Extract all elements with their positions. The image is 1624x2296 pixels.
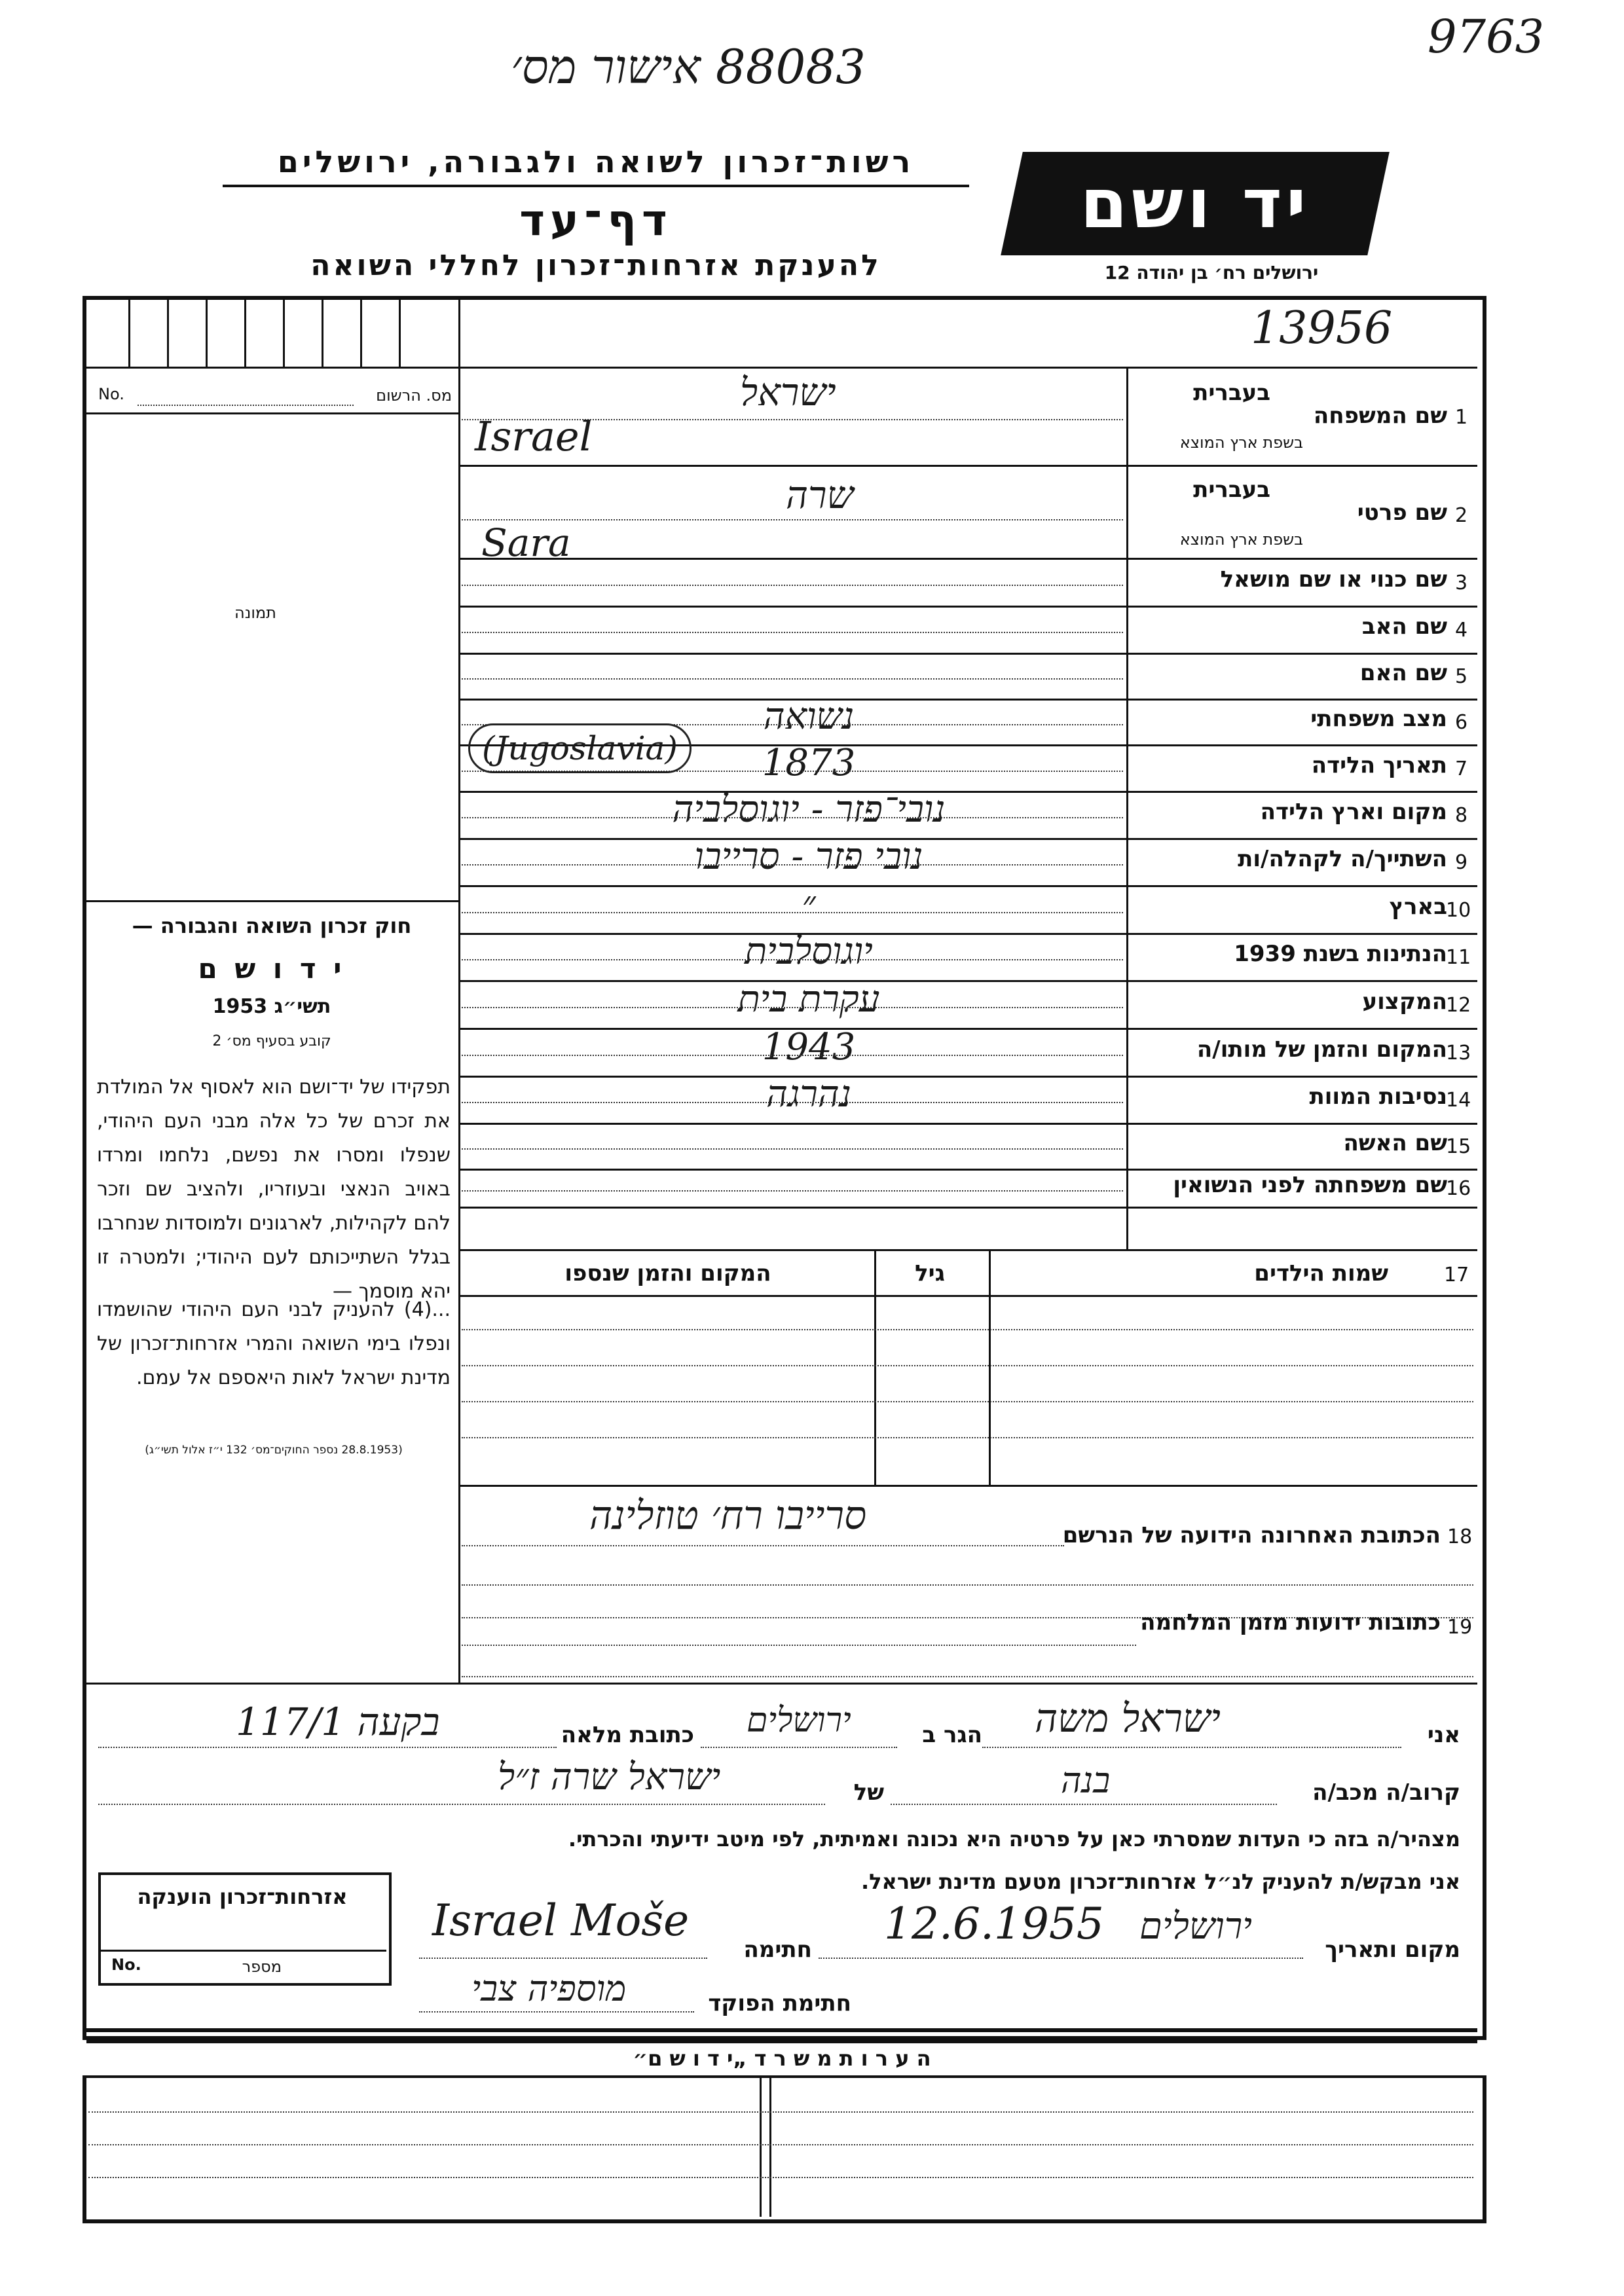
field-1-sublabel-hebrew: בעברית bbox=[1193, 380, 1270, 406]
place-value: ירושלים bbox=[1139, 1905, 1252, 1948]
field-16-number: 16 bbox=[1446, 1177, 1471, 1200]
field-8-label: מקום וארץ הלידה bbox=[1260, 799, 1447, 825]
field-2-value-hebrew: שרה bbox=[786, 473, 854, 517]
header-authority: רשות־זכרון לשואה ולגבורה, ירושלים bbox=[277, 144, 915, 179]
relation-value: בנה bbox=[1061, 1760, 1111, 1801]
declaration-text-2: אני מבקש/ת להעניק לנ״ל אזרחות־זכרון מטעם מדינת ישראל. bbox=[861, 1869, 1460, 1894]
field-15-label: שם האשה bbox=[1343, 1130, 1447, 1156]
field-1-value-latin: Israel bbox=[475, 412, 593, 460]
field-13-label: המקום והזמן של מותו/ה bbox=[1196, 1036, 1447, 1063]
declarant-address: בקעה 117/1 bbox=[236, 1700, 440, 1744]
field-18-number: 18 bbox=[1447, 1525, 1473, 1548]
field-11-number: 11 bbox=[1446, 946, 1471, 969]
notes-title: ה ע ר ו ת מ ש ר ד „י ד ו ש ם״ bbox=[633, 2046, 931, 2071]
declarant-ani: אני bbox=[1427, 1722, 1460, 1748]
field-9-label: השתייך/ה לקהלה/ות bbox=[1238, 846, 1447, 872]
field-3-label: שם כנוי או שם מושאל bbox=[1220, 566, 1447, 592]
signature-value: Israel Moše bbox=[432, 1895, 690, 1946]
field-11-value: יוגוסלבית bbox=[745, 930, 873, 973]
field-10-value: ״ bbox=[802, 883, 816, 926]
approval-number: 88083 אישור מס׳ bbox=[511, 39, 866, 94]
declarant-resident-label: הגר ב bbox=[922, 1722, 982, 1748]
archive-number: 9763 bbox=[1428, 10, 1545, 64]
field-16-label: שם משפחתה לפני הנשואין bbox=[1173, 1172, 1447, 1198]
field-8-number: 8 bbox=[1455, 804, 1468, 827]
field-9-number: 9 bbox=[1455, 851, 1468, 874]
field-8-value: נובי־פזר - יוגוסלביה bbox=[672, 788, 946, 831]
field-18-value: סרייבו רח׳ טוזלינה bbox=[589, 1493, 867, 1539]
children-number: 17 bbox=[1444, 1264, 1469, 1286]
law-text: תפקידו של יד־ושם הוא לאסוף אל המולדת את זכרם של כל אלה מבני העם היהודי, שנפלו ומסרו את נפשם, נלחמו ומרדו באויב הנאצי ובעוזריו, ולהציב שם וזכר להם לקהילות, לארגונים ולמוסדות שנחרבו בגלל השתייכותם לעם היהודי; ולמטרה זו יהא מוסמך — bbox=[97, 1076, 451, 1303]
field-13-value: 1943 bbox=[762, 1025, 856, 1068]
of-label: של bbox=[853, 1779, 884, 1806]
field-2-sublabel-hebrew: בעברית bbox=[1193, 477, 1270, 503]
law-title: חוק זכרון השואה והגבורה — bbox=[132, 913, 412, 938]
citizenship-box-title: אזרחות־זכרון הוענקה bbox=[137, 1884, 348, 1909]
declarant-full-address-label: כתובת מלאה bbox=[561, 1722, 694, 1748]
field-15-number: 15 bbox=[1446, 1135, 1471, 1158]
field-6-value: נשואה bbox=[763, 695, 855, 738]
field-19-number: 19 bbox=[1447, 1616, 1473, 1639]
officer-label: חתימת הפוקד bbox=[708, 1990, 851, 2016]
field-2-label: שם פרטי bbox=[1357, 500, 1447, 526]
field-1-value-hebrew: ישראל bbox=[740, 370, 836, 414]
field-2-number: 2 bbox=[1455, 504, 1468, 527]
field-1-label: שם המשפחה bbox=[1313, 403, 1447, 429]
header-address: ירושלים רח׳ בן יהודה 12 bbox=[1104, 262, 1319, 283]
signature-label: חתימה bbox=[743, 1937, 812, 1963]
place-date-label: מקום ותאריך bbox=[1325, 1937, 1460, 1963]
relative-value: ישראל שרה ז״ל bbox=[498, 1756, 721, 1798]
header-subtitle: להענקת אזרחות־זכרון לחללי השואה bbox=[310, 249, 881, 282]
citizenship-box-no: No. bbox=[111, 1956, 141, 1974]
children-col-names: שמות הילדים bbox=[1254, 1260, 1388, 1286]
field-10-number: 10 bbox=[1446, 898, 1471, 922]
notes-box bbox=[83, 2075, 1486, 2223]
law-text-clause-4: ...(4) להעניק לבני העם היהודי שהושמדו ונפלו בימי השואה והמרי אזרחות־זכרון של מדינת ישראל לאות היאספם אל עמם. bbox=[97, 1298, 451, 1389]
children-col-place: המקום והזמן שנספו bbox=[564, 1260, 771, 1286]
field-5-label: שם האם bbox=[1359, 660, 1447, 686]
field-1-sublabel-origin: בשפת ארץ המוצא bbox=[1179, 433, 1303, 452]
photo-placeholder: תמונה bbox=[234, 604, 276, 622]
field-10-label: בארץ bbox=[1389, 893, 1447, 920]
citizenship-box-number-label: מספר bbox=[242, 1958, 282, 1976]
law-year: תשי״ג 1953 bbox=[212, 995, 331, 1018]
field-12-number: 12 bbox=[1446, 993, 1471, 1017]
field-7-label: תאריך הלידה bbox=[1311, 752, 1447, 778]
officer-signature: מוספיה צבי bbox=[471, 1968, 627, 2009]
field-1-number: 1 bbox=[1455, 406, 1468, 429]
page-title: דף־עד bbox=[519, 195, 673, 246]
registration-no: No. bbox=[98, 385, 124, 403]
law-clause: קובע בסעיף מס׳ 2 bbox=[212, 1033, 331, 1049]
children-col-age: גיל bbox=[915, 1260, 945, 1286]
field-14-number: 14 bbox=[1446, 1089, 1471, 1112]
declarant-city: ירושלים bbox=[747, 1701, 851, 1740]
field-3-number: 3 bbox=[1455, 571, 1468, 594]
field-11-label: הנתינות בשנת 1939 bbox=[1234, 941, 1447, 967]
law-reference: (28.8.1953 נספר החוקים־מס׳ 132 י״ז אלול תשי״ג) bbox=[145, 1444, 403, 1457]
field-13-number: 13 bbox=[1446, 1041, 1471, 1065]
field-2-sublabel-origin: בשפת ארץ המוצא bbox=[1179, 530, 1303, 549]
form-record-number: 13956 bbox=[1251, 302, 1393, 354]
field-12-value: עקרת בית bbox=[737, 977, 880, 1021]
declarant-name: ישראל משה bbox=[1035, 1696, 1221, 1741]
law-name: י ד ו ש ם bbox=[198, 953, 346, 985]
field-6-label: מצב משפחתי bbox=[1310, 706, 1447, 732]
field-4-number: 4 bbox=[1455, 619, 1468, 642]
field-9-value: נובי פזר - סרייבו bbox=[694, 835, 923, 878]
yad-vashem-logo: יד ושם bbox=[1001, 152, 1390, 255]
field-14-label: נסיבות המוות bbox=[1309, 1084, 1447, 1110]
registration-label: מס. הרשום bbox=[376, 386, 452, 405]
declaration-text-1: מצהיר/ה בזה כי העדות שמסרתי כאן על פרטיה היא נכונה ואמיתית, לפי מיטב ידיעתי והכרתי. bbox=[568, 1827, 1460, 1851]
date-value: 12.6.1955 bbox=[884, 1899, 1104, 1949]
margin-note-country: (Jugoslavia) bbox=[468, 723, 692, 773]
field-4-label: שם האב bbox=[1361, 613, 1447, 640]
field-18-label: הכתובת האחרונה הידועה של הנרשם bbox=[1062, 1522, 1441, 1548]
field-5-number: 5 bbox=[1455, 665, 1468, 688]
field-7-value: 1873 bbox=[762, 741, 856, 784]
field-2-value-latin: Sara bbox=[481, 520, 571, 565]
field-6-number: 6 bbox=[1455, 711, 1468, 734]
field-12-label: המקצוע bbox=[1362, 988, 1447, 1015]
relation-label: קרוב/ה מכב/ה bbox=[1312, 1779, 1460, 1806]
field-7-number: 7 bbox=[1455, 757, 1468, 780]
field-14-value: נהרגה bbox=[766, 1073, 851, 1116]
field-19-label: כתובות ידועות מזמן המלחמה bbox=[1140, 1609, 1441, 1635]
